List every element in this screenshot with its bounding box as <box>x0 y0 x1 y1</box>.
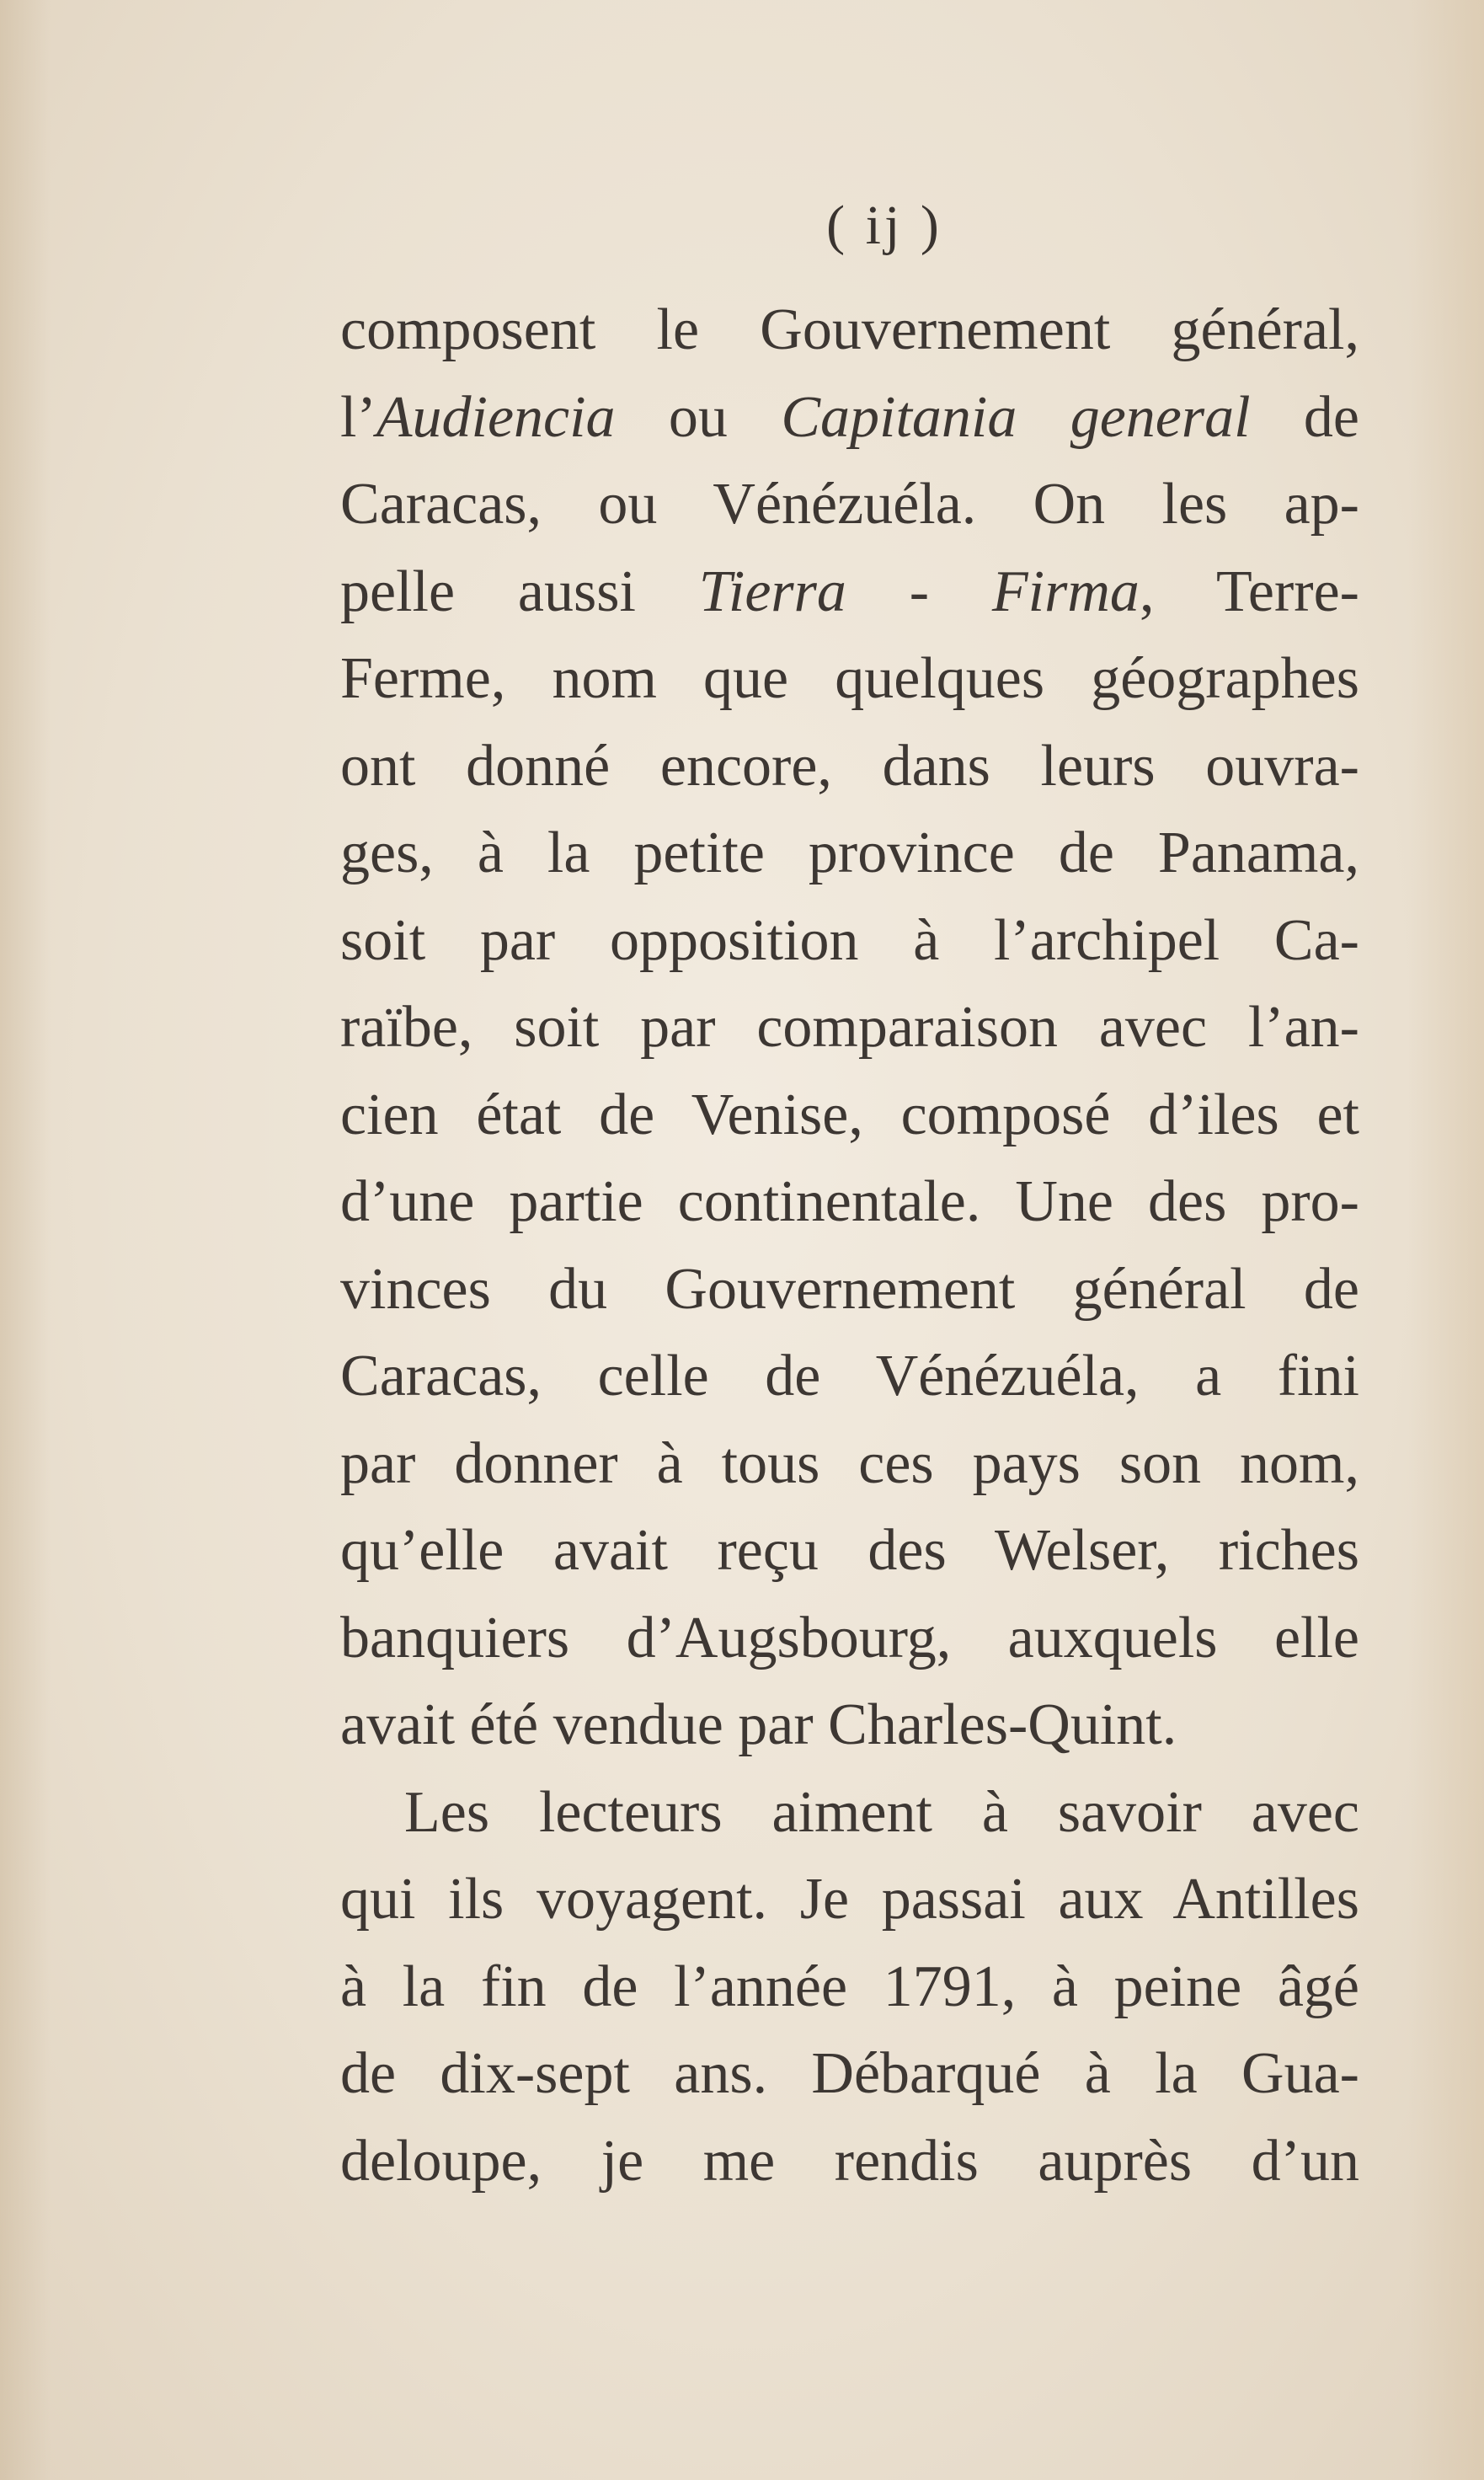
text-line: à la fin de l’année 1791, à peine âgé <box>340 1954 1359 2019</box>
text-line: d’une partie continentale. Une des pro- <box>340 1169 1359 1234</box>
text-line: cien état de Venise, composé d’iles et <box>340 1082 1359 1147</box>
text-line: Caracas, celle de Vénézuéla, a fini <box>340 1344 1359 1408</box>
italic-term: Tierra - Firma <box>698 559 1140 624</box>
text-line: par donner à tous ces pays son nom, <box>340 1430 1359 1496</box>
text-segment: ou <box>615 384 782 450</box>
text-line: composent le Gouvernement général, <box>340 297 1359 362</box>
text-line: Les lecteurs aiment à savoir avec <box>404 1779 1359 1845</box>
text-segment: , Terre- <box>1139 559 1359 624</box>
text-line: deloupe, je me rendis auprès d’un <box>340 2128 1359 2194</box>
text-line: Caracas, ou Vénézuéla. On les ap- <box>340 472 1359 537</box>
italic-term: Capitania general <box>781 384 1251 450</box>
page-edge-shadow-left <box>0 0 51 2480</box>
text-line: avait été vendue par Charles-Quint. <box>340 1692 1177 1757</box>
text-line: Ferme, nom que quelques géographes <box>340 646 1359 711</box>
text-segment: pelle aussi <box>340 559 699 624</box>
text-line: ont donné encore, dans leurs ouvra- <box>340 733 1359 799</box>
text-line: soit par opposition à l’archipel Ca- <box>340 907 1359 973</box>
text-line <box>340 374 1359 462</box>
text-segment: de <box>1250 384 1359 450</box>
text-line: raïbe, soit par comparaison avec l’an- <box>340 995 1359 1060</box>
text-line: qu’elle avait reçu des Welser, riches <box>340 1518 1359 1583</box>
italic-term: Audiencia <box>376 384 616 450</box>
body-text <box>340 286 1359 2205</box>
page-edge-shadow-right <box>1408 0 1484 2480</box>
text-line: ges, à la petite province de Panama, <box>340 820 1359 885</box>
page-number: ( ij ) <box>826 195 942 256</box>
text-line: qui ils voyagent. Je passai aux Antilles <box>340 1867 1359 1932</box>
text-line: de dix-sept ans. Débarqué à la Gua- <box>340 2041 1359 2106</box>
text-line: vinces du Gouvernement général de <box>340 1256 1359 1322</box>
text-line <box>340 548 1359 636</box>
text-line: banquiers d’Augsbourg, auxquels elle <box>340 1605 1359 1670</box>
text-segment: l’ <box>340 384 376 450</box>
